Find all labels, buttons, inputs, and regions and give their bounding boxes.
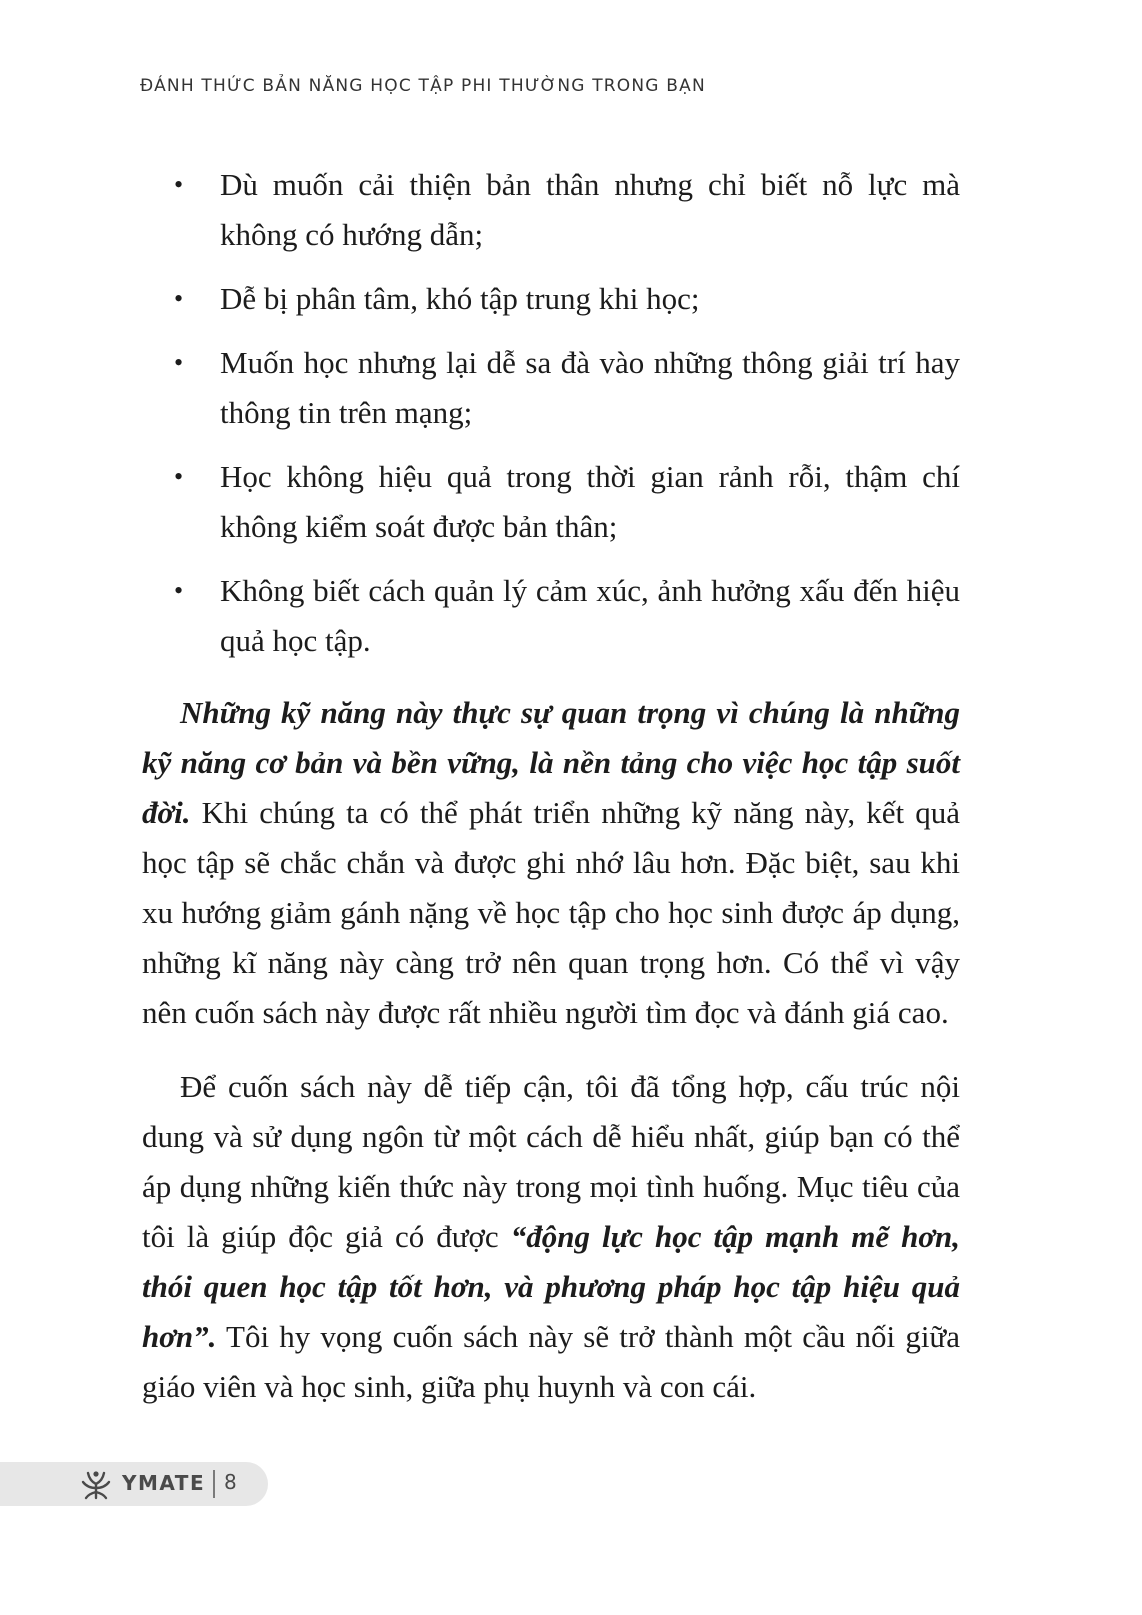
paragraph-goal <box>142 1062 960 1412</box>
footer-divider <box>213 1470 215 1498</box>
bullet-text: Học không hiệu quả trong thời gian rảnh rỗi, thậm chí không kiểm soát được bản thân; <box>220 459 960 544</box>
bullet-item-5 <box>142 566 960 666</box>
running-header: ĐÁNH THỨC BẢN NĂNG HỌC TẬP PHI THƯỜNG TRONG BẠN <box>140 76 706 96</box>
bullet-item-3 <box>142 338 960 438</box>
bullet-text: Dễ bị phân tâm, khó tập trung khi học; <box>220 281 700 316</box>
paragraph-text: Khi chúng ta có thể phát triển những kỹ năng này, kết quả học tập sẽ chắc chắn và được ghi nhớ lâu hơn. Đặc biệt, sau khi xu hướng giảm gánh nặng về học tập cho học sinh được áp dụng, những kĩ năng này càng trở nên quan trọng hơn. Có thể vì vậy nên cuốn sách này được rất nhiều người tìm đọc và đánh giá cao. <box>142 795 960 1030</box>
paragraph-emphasis: Những kỹ năng này thực sự quan trọng vì chúng là những kỹ năng cơ bản và bền vững, là nền tảng cho việc học tập suốt đời. <box>142 695 960 830</box>
bullet-icon: • <box>174 462 184 491</box>
bullet-item-1 <box>142 160 960 260</box>
footer-brand: YMATE <box>122 1471 206 1495</box>
paragraph-text: Để cuốn sách này dễ tiếp cận, tôi đã tổng hợp, cấu trúc nội dung và sử dụng ngôn từ một cách dễ hiểu nhất, giúp bạn có thể áp dụng những kiến thức này trong mọi tình huống. Mục tiêu của tôi là giúp độc giả có được <box>142 1069 960 1254</box>
bullet-text: Không biết cách quản lý cảm xúc, ảnh hưởng xấu đến hiệu quả học tập. <box>220 573 960 658</box>
bullet-icon: • <box>174 348 184 377</box>
bullet-item-4 <box>142 452 960 552</box>
paragraph-text: Tôi hy vọng cuốn sách này sẽ trở thành một cầu nối giữa giáo viên và học sinh, giữa phụ huynh và con cái. <box>142 1319 960 1404</box>
bullet-icon: • <box>174 284 184 313</box>
bullet-list <box>142 160 960 666</box>
page-body <box>142 160 960 1412</box>
paragraph-emphasis: “động lực học tập mạnh mẽ hơn, thói quen học tập tốt hơn, và phương pháp học tập hiệu quả hơn”. <box>142 1219 960 1354</box>
page-number: 8 <box>224 1470 237 1494</box>
bullet-item-2 <box>142 274 960 324</box>
bullet-icon: • <box>174 170 184 199</box>
bullet-icon: • <box>174 576 184 605</box>
ymate-logo-icon <box>80 1468 112 1500</box>
bullet-text: Dù muốn cải thiện bản thân nhưng chỉ biết nỗ lực mà không có hướng dẫn; <box>220 167 960 252</box>
paragraph-skills <box>142 688 960 1038</box>
bullet-text: Muốn học nhưng lại dễ sa đà vào những thông giải trí hay thông tin trên mạng; <box>220 345 960 430</box>
